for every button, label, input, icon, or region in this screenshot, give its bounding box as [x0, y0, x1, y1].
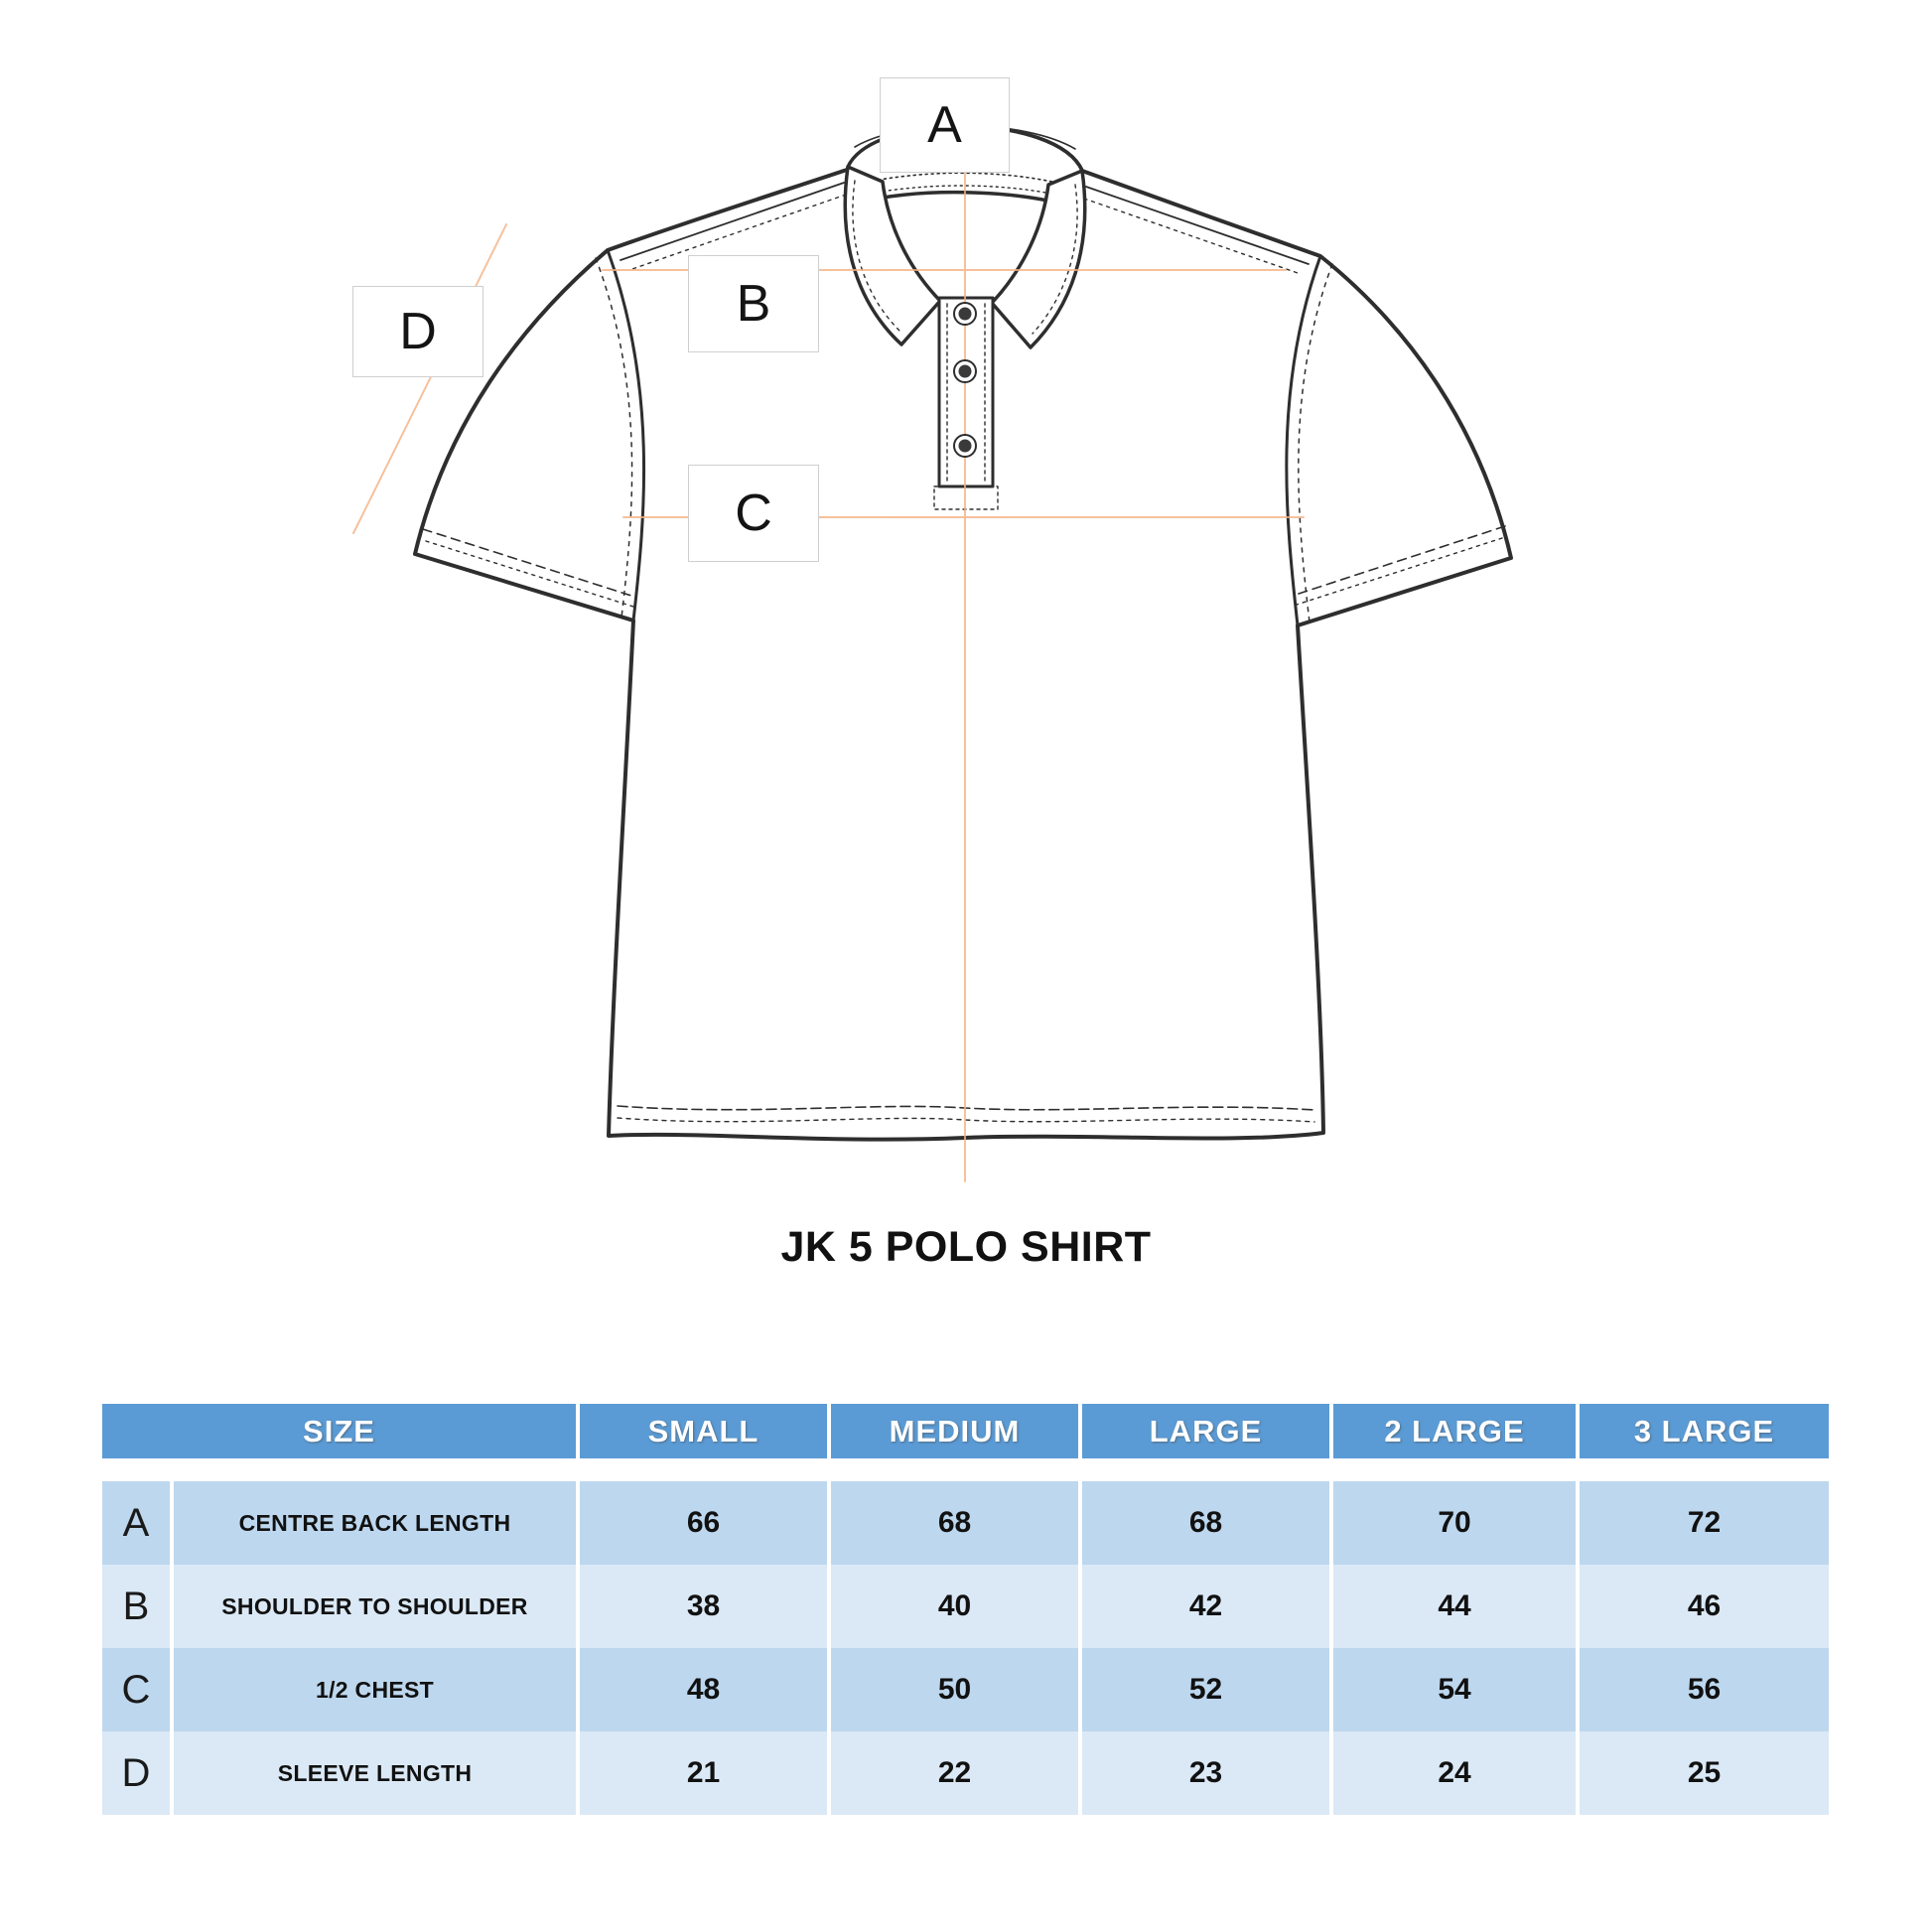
row-measurement: SHOULDER TO SHOULDER [174, 1565, 576, 1648]
size-table-header-row [102, 1404, 1830, 1458]
value-cell: 48 [580, 1648, 827, 1731]
row-letter: B [102, 1565, 170, 1648]
value-cell: 44 [1333, 1565, 1576, 1648]
value-cell: 42 [1082, 1565, 1329, 1648]
value-cell: 52 [1082, 1648, 1329, 1731]
row-letter: C [102, 1648, 170, 1731]
header-cell-medium: MEDIUM [831, 1404, 1078, 1458]
measure-label-c [688, 465, 819, 562]
header-cell-3large: 3 LARGE [1580, 1404, 1829, 1458]
value-cell: 66 [580, 1481, 827, 1565]
header-cell-2large: 2 LARGE [1333, 1404, 1576, 1458]
measure-letter-a: A [927, 96, 962, 154]
header-cell-large: LARGE [1082, 1404, 1329, 1458]
row-measurement: SLEEVE LENGTH [174, 1731, 576, 1815]
value-cell: 22 [831, 1731, 1078, 1815]
row-letter: A [102, 1481, 170, 1565]
value-cell: 70 [1333, 1481, 1576, 1565]
measure-label-a [880, 77, 1010, 173]
polo-body-outline [415, 126, 1511, 1139]
value-cell: 23 [1082, 1731, 1329, 1815]
value-cell: 46 [1580, 1565, 1829, 1648]
row-measurement: 1/2 CHEST [174, 1648, 576, 1731]
measure-label-d [352, 286, 483, 377]
size-table-body [102, 1481, 1830, 1815]
measure-letter-d: D [399, 303, 437, 360]
value-cell: 25 [1580, 1731, 1829, 1815]
measure-letter-c: C [735, 484, 772, 542]
value-cell: 72 [1580, 1481, 1829, 1565]
product-title: JK 5 POLO SHIRT [780, 1223, 1152, 1271]
header-cell-size: SIZE [102, 1404, 576, 1458]
value-cell: 54 [1333, 1648, 1576, 1731]
value-cell: 56 [1580, 1648, 1829, 1731]
value-cell: 21 [580, 1731, 827, 1815]
value-cell: 68 [1082, 1481, 1329, 1565]
row-letter: D [102, 1731, 170, 1815]
value-cell: 50 [831, 1648, 1078, 1731]
value-cell: 38 [580, 1565, 827, 1648]
value-cell: 24 [1333, 1731, 1576, 1815]
header-cell-small: SMALL [580, 1404, 827, 1458]
measure-label-b [688, 255, 819, 352]
value-cell: 68 [831, 1481, 1078, 1565]
value-cell: 40 [831, 1565, 1078, 1648]
measure-letter-b: B [736, 275, 771, 333]
size-table [102, 1404, 1830, 1815]
row-measurement: CENTRE BACK LENGTH [174, 1481, 576, 1565]
